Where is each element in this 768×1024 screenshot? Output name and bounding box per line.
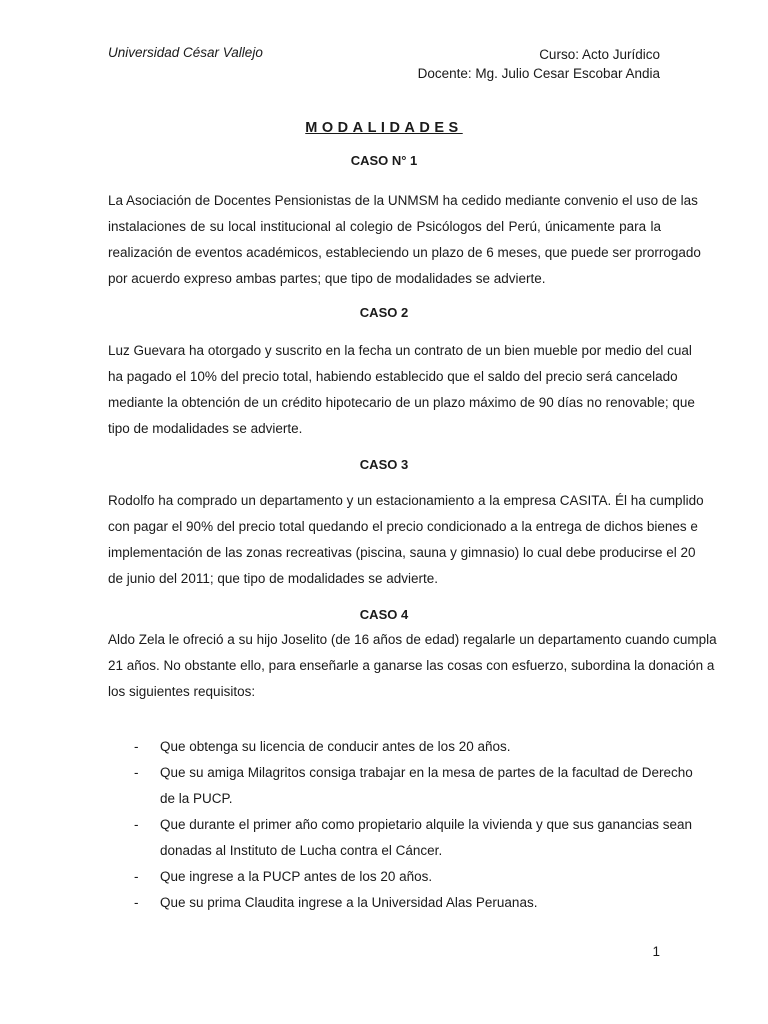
list-item-line: Que su amiga Milagritos consiga trabajar en la mesa de partes de la facultad de Derecho: [160, 765, 693, 780]
case-4-line: los siguientes requisitos:: [108, 684, 256, 699]
case-4-text: [108, 627, 717, 705]
list-item: [108, 812, 693, 864]
list-item-line: Que ingrese a la PUCP antes de los 20 años.: [160, 869, 433, 884]
case-1-title: CASO N° 1: [350, 153, 418, 168]
list-item: [108, 864, 661, 890]
list-dash: -: [134, 869, 139, 884]
header-university: Universidad César Vallejo: [108, 45, 263, 60]
case-1-line: La Asociación de Docentes Pensionistas de la UNMSM ha cedido mediante convenio el uso de las: [108, 193, 698, 208]
case-3-line: de junio del 2011; que tipo de modalidades se advierte.: [108, 571, 438, 586]
case-2-line: ha pagado el 10% del precio total, habiendo establecido que el saldo del precio será cancelado: [108, 369, 678, 384]
case-2-text: [108, 338, 695, 442]
list-dash: -: [134, 817, 139, 832]
case-1-line: instalaciones de su local institucional al colegio de Psicólogos del Perú, únicamente para la: [108, 219, 661, 234]
case-3-line: con pagar el 90% del precio total quedando el precio condicionado a la entrega de dichos bienes e: [108, 519, 698, 534]
list-item-line: Que su prima Claudita ingrese a la Universidad Alas Peruanas.: [160, 895, 538, 910]
list-item-line: Que durante el primer año como propietario alquile la vivienda y que sus ganancias sean: [160, 817, 693, 832]
case-2-line: Luz Guevara ha otorgado y suscrito en la fecha un contrato de un bien mueble por medio del cual: [108, 343, 692, 358]
list-dash: -: [134, 895, 139, 910]
header-course-info: [418, 45, 660, 83]
list-item-line: Que obtenga su licencia de conducir antes de los 20 años.: [160, 739, 511, 754]
list-item-line: de la PUCP.: [160, 791, 233, 806]
page-number: 1: [652, 944, 660, 959]
case-4-title: CASO 4: [359, 607, 409, 622]
page-title: MODALIDADES: [305, 120, 463, 136]
case-1-text: [108, 188, 701, 292]
case-3-text: [108, 488, 704, 592]
case-3-title: CASO 3: [359, 457, 409, 472]
list-item: [108, 890, 661, 916]
case-2-line: tipo de modalidades se advierte.: [108, 421, 303, 436]
case-4-line: Aldo Zela le ofreció a su hijo Joselito (de 16 años de edad) regalarle un departamento cuando cumpla: [108, 632, 717, 647]
list-item: [108, 734, 661, 760]
list-item: [108, 760, 693, 812]
case-2-line: mediante la obtención de un crédito hipotecario de un plazo máximo de 90 días no renovable; que: [108, 395, 695, 410]
list-dash: -: [134, 765, 139, 780]
requirements-list: [108, 734, 693, 916]
case-3-line: Rodolfo ha comprado un departamento y un estacionamiento a la empresa CASITA. Él ha cumplido: [108, 493, 704, 508]
list-dash: -: [134, 739, 139, 754]
case-2-title: CASO 2: [359, 305, 409, 320]
case-3-line: implementación de las zonas recreativas (piscina, sauna y gimnasio) lo cual debe producirse el 20: [108, 545, 696, 560]
case-1-line: por acuerdo expreso ambas partes; que tipo de modalidades se advierte.: [108, 271, 546, 286]
header-teacher: Docente: Mg. Julio Cesar Escobar Andia: [417, 66, 660, 81]
list-item-line: donadas al Instituto de Lucha contra el Cáncer.: [160, 843, 443, 858]
header-course: Curso: Acto Jurídico: [539, 47, 660, 62]
case-4-line: 21 años. No obstante ello, para enseñarle a ganarse las cosas con esfuerzo, subordina la donación a: [108, 658, 715, 673]
case-1-line: realización de eventos académicos, estableciendo un plazo de 6 meses, que puede ser prorrogado: [108, 245, 701, 260]
